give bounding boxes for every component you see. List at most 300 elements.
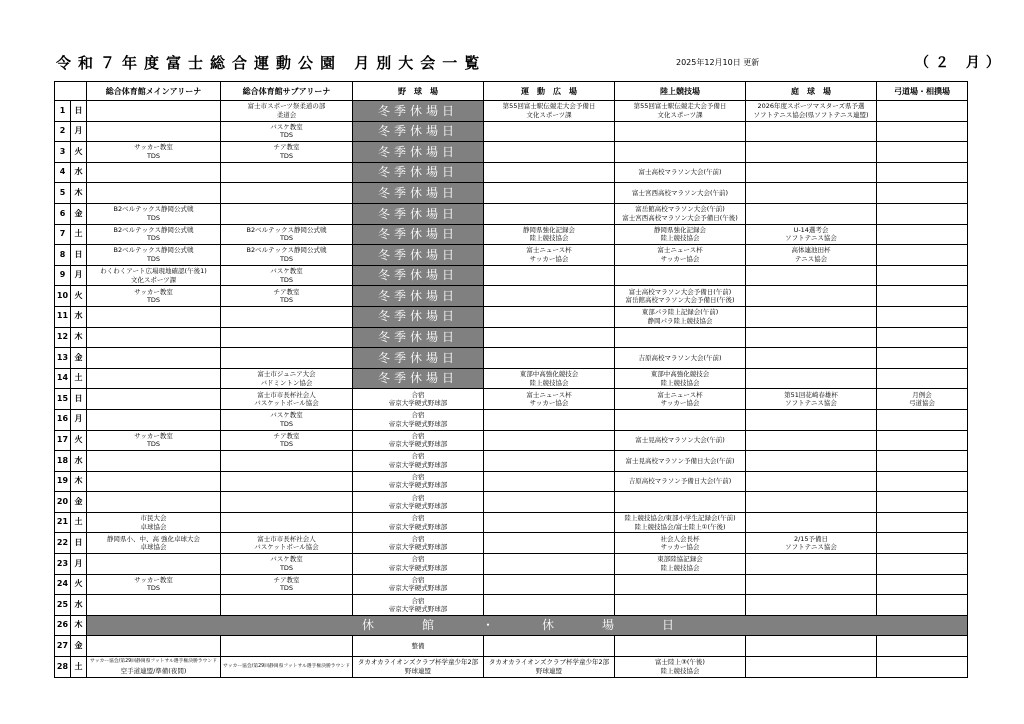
event-cell-track	[615, 286, 746, 307]
table-row	[55, 430, 968, 451]
column-sub-arena: 総合体育館サブアリーナ	[221, 82, 353, 101]
event-line: 文化スポーツ課	[526, 110, 572, 119]
event-line: B2ベルテックス静岡公式戦	[113, 205, 194, 214]
event-line: バスケ教室	[270, 122, 303, 131]
event-line: U-14選考会	[793, 225, 829, 234]
event-cell-main	[87, 183, 221, 204]
weekday: 日	[71, 245, 87, 266]
event-cell-baseball	[353, 574, 484, 595]
event-line: 富士市ジュニア大会	[257, 370, 316, 379]
event-cell-track	[615, 368, 746, 389]
day-number: 22	[55, 533, 71, 554]
event-line: 陸上競技協会	[660, 378, 700, 387]
event-cell-track	[615, 533, 746, 554]
weekday: 水	[71, 595, 87, 616]
event-line: 陸上競技協会	[660, 234, 700, 243]
event-cell-main	[87, 306, 221, 327]
event-line: タカオカライオンズクラブ杯学童少年2部	[357, 658, 479, 667]
weekday: 土	[71, 368, 87, 389]
event-line: 富士陸上③(午後)	[655, 658, 705, 667]
event-cell-sub	[221, 471, 353, 492]
weekday: 水	[71, 451, 87, 472]
event-line: ソフトテニス協会	[785, 234, 837, 243]
event-cell-kyudo	[877, 554, 968, 575]
event-line: 富士市市長杯社会人	[257, 390, 316, 399]
event-cell-kyudo	[877, 183, 968, 204]
event-line: TDS	[146, 584, 161, 593]
event-cell-kyudo	[877, 286, 968, 307]
event-line: 第51回花崎春雄杯	[784, 390, 838, 399]
event-cell-tennis	[746, 451, 877, 472]
day-number: 17	[55, 430, 71, 451]
event-cell-sub	[221, 142, 353, 163]
column-baseball: 野 球 場	[353, 82, 484, 101]
day-number: 27	[55, 636, 71, 657]
table-row	[55, 162, 968, 183]
day-column-header	[55, 82, 87, 101]
page-title: 令和７年度富士総合運動公園 月別大会一覧	[56, 54, 487, 72]
event-line: TDS	[279, 440, 294, 449]
event-cell-field	[484, 512, 615, 533]
winter-closed-cell: 冬季休場日	[353, 306, 484, 327]
table-row	[55, 121, 968, 142]
weekday: 金	[71, 636, 87, 657]
event-line: 帝京大学硬式野球部	[388, 522, 448, 531]
weekday: 月	[71, 121, 87, 142]
event-cell-tennis	[746, 533, 877, 554]
table-row	[55, 512, 968, 533]
table-row	[55, 348, 968, 369]
event-cell-baseball	[353, 451, 484, 472]
event-line: 社会人会長杯	[660, 534, 700, 543]
event-cell-kyudo	[877, 203, 968, 224]
event-cell-sub	[221, 348, 353, 369]
event-cell-field	[484, 430, 615, 451]
weekday: 日	[71, 533, 87, 554]
event-cell-kyudo	[877, 409, 968, 430]
event-cell-main	[87, 554, 221, 575]
event-line: 野球連盟	[536, 666, 562, 675]
event-line: サッカー教室	[134, 431, 173, 440]
column-track: 陸上競技場	[615, 82, 746, 101]
event-cell-tennis	[746, 492, 877, 513]
event-line: バスケットボール協会	[254, 543, 319, 552]
event-cell-tennis	[746, 121, 877, 142]
event-cell-sub	[221, 389, 353, 410]
event-cell-tennis	[746, 409, 877, 430]
event-line: テニス協会	[794, 254, 828, 263]
event-cell-kyudo	[877, 471, 968, 492]
event-line: 富士ニュース杯	[657, 390, 703, 399]
event-line: サッカー教室	[134, 287, 173, 296]
winter-closed-cell: 冬季休場日	[353, 203, 484, 224]
event-line: バスケ教室	[270, 411, 303, 420]
event-cell-main	[87, 286, 221, 307]
table-row	[55, 492, 968, 513]
event-cell-main	[87, 409, 221, 430]
event-line: TDS	[279, 234, 294, 243]
day-number: 1	[55, 101, 71, 122]
event-line: 合宿	[411, 431, 425, 440]
event-line: 陸上競技協会	[660, 666, 700, 675]
event-cell-track	[615, 306, 746, 327]
event-cell-kyudo	[877, 101, 968, 122]
event-cell-field	[484, 595, 615, 616]
event-line: 2/15予備日	[793, 534, 829, 543]
event-line: 野球連盟	[405, 666, 431, 675]
event-cell-field	[484, 265, 615, 286]
event-cell-kyudo	[877, 265, 968, 286]
event-line: 陸上競技協会/東部小学生記録会(午前)	[624, 514, 736, 523]
event-line: 合宿	[411, 493, 425, 502]
event-line: TDS	[146, 234, 161, 243]
weekday: 月	[71, 265, 87, 286]
event-cell-track	[615, 162, 746, 183]
event-cell-tennis	[746, 389, 877, 410]
event-line: 静岡県小、中、高 強化卓球大会	[106, 534, 201, 543]
event-cell-baseball	[353, 657, 484, 678]
table-row	[55, 533, 968, 554]
event-line: 吉原高校マラソン大会(午前)	[638, 353, 722, 362]
event-cell-main	[87, 101, 221, 122]
event-line: 富士市スポーツ祭柔道の部	[247, 102, 326, 111]
event-cell-sub	[221, 245, 353, 266]
event-cell-track	[615, 574, 746, 595]
event-cell-sub	[221, 636, 353, 657]
table-row	[55, 368, 968, 389]
event-cell-tennis	[746, 327, 877, 348]
column-field: 運 動 広 場	[484, 82, 615, 101]
table-row	[55, 327, 968, 348]
day-number: 28	[55, 657, 71, 678]
column-tennis: 庭 球 場	[746, 82, 877, 101]
event-line: 帝京大学硬式野球部	[388, 502, 448, 511]
event-line: 市民大会	[140, 514, 167, 523]
weekday: 日	[71, 389, 87, 410]
table-row	[55, 574, 968, 595]
weekday: 月	[71, 554, 87, 575]
table-row	[55, 595, 968, 616]
event-line: TDS	[146, 296, 161, 305]
event-cell-sub	[221, 554, 353, 575]
day-number: 4	[55, 162, 71, 183]
event-cell-tennis	[746, 142, 877, 163]
event-line: 合宿	[411, 514, 425, 523]
event-line: 合宿	[411, 596, 425, 605]
event-cell-field	[484, 451, 615, 472]
event-cell-baseball	[353, 409, 484, 430]
event-line: チア教室	[273, 431, 300, 440]
event-line: 帝京大学硬式野球部	[388, 543, 448, 552]
event-cell-field	[484, 142, 615, 163]
event-cell-main	[87, 162, 221, 183]
winter-closed-cell: 冬季休場日	[353, 224, 484, 245]
event-cell-kyudo	[877, 224, 968, 245]
column-main-arena: 総合体育館メインアリーナ	[87, 82, 221, 101]
weekday: 木	[71, 615, 87, 636]
event-cell-kyudo	[877, 348, 968, 369]
event-line: 東部中高強化競技会	[650, 370, 710, 379]
event-cell-sub	[221, 492, 353, 513]
event-line: 合宿	[411, 555, 425, 564]
event-cell-kyudo	[877, 512, 968, 533]
event-cell-kyudo	[877, 389, 968, 410]
schedule-table	[54, 81, 968, 678]
event-line: 合宿	[411, 472, 425, 481]
event-line: 富岳館高校マラソン大会予備日(午後)	[625, 296, 735, 305]
event-line: 合宿	[411, 534, 425, 543]
event-cell-track	[615, 636, 746, 657]
event-line: 文化スポーツ課	[130, 275, 177, 284]
table-row	[55, 306, 968, 327]
event-line: 弓道協会	[909, 399, 935, 408]
event-line: サッカー協会	[529, 254, 569, 263]
event-cell-tennis	[746, 636, 877, 657]
event-cell-sub	[221, 368, 353, 389]
event-cell-kyudo	[877, 636, 968, 657]
event-cell-main	[87, 636, 221, 657]
day-number: 2	[55, 121, 71, 142]
table-row	[55, 636, 968, 657]
event-cell-track	[615, 595, 746, 616]
day-number: 7	[55, 224, 71, 245]
weekday: 水	[71, 306, 87, 327]
event-line: 富士見高校マラソン予備日大会(午前)	[625, 456, 735, 465]
event-cell-sub	[221, 121, 353, 142]
weekday: 火	[71, 574, 87, 595]
day-number: 3	[55, 142, 71, 163]
winter-closed-cell: 冬季休場日	[353, 162, 484, 183]
event-cell-track	[615, 121, 746, 142]
event-cell-sub	[221, 574, 353, 595]
event-cell-tennis	[746, 554, 877, 575]
event-cell-field	[484, 224, 615, 245]
event-cell-main	[87, 203, 221, 224]
event-line: チア教室	[273, 575, 300, 584]
event-cell-baseball	[353, 389, 484, 410]
event-cell-track	[615, 265, 746, 286]
event-cell-main	[87, 657, 221, 678]
event-cell-field	[484, 327, 615, 348]
weekday: 水	[71, 162, 87, 183]
day-number: 13	[55, 348, 71, 369]
event-cell-sub	[221, 306, 353, 327]
weekday: 火	[71, 430, 87, 451]
event-line: 静岡県強化記録会	[523, 225, 575, 234]
event-cell-field	[484, 306, 615, 327]
weekday: 木	[71, 471, 87, 492]
day-number: 19	[55, 471, 71, 492]
event-line: バスケットボール協会	[254, 399, 319, 408]
event-line: B2ベルテックス静岡公式戦	[113, 246, 194, 255]
winter-closed-cell: 冬季休場日	[353, 286, 484, 307]
event-line: 卓球協会	[140, 543, 167, 552]
event-line: バスケ教室	[270, 267, 303, 276]
event-line: 合宿	[411, 452, 425, 461]
event-line: TDS	[279, 151, 294, 160]
event-cell-sub	[221, 657, 353, 678]
winter-closed-cell: 冬季休場日	[353, 368, 484, 389]
event-line: 空手道連盟/準備(夜間)	[120, 666, 187, 675]
weekday: 火	[71, 142, 87, 163]
event-line: チア教室	[273, 143, 300, 152]
event-line: ソフトテニス協会	[785, 399, 837, 408]
event-cell-track	[615, 245, 746, 266]
event-cell-baseball	[353, 636, 484, 657]
table-row	[55, 389, 968, 410]
event-cell-baseball	[353, 471, 484, 492]
event-line: サッカー協会	[660, 254, 700, 263]
event-cell-kyudo	[877, 245, 968, 266]
table-row	[55, 409, 968, 430]
table-row	[55, 203, 968, 224]
event-line: 静岡パラ陸上競技協会	[647, 316, 713, 325]
event-line: 整備	[411, 641, 425, 650]
month-label: （２ 月）	[915, 55, 1006, 71]
event-line: B2ベルテックス静岡公式戦	[246, 225, 327, 234]
event-cell-kyudo	[877, 492, 968, 513]
day-number: 25	[55, 595, 71, 616]
table-row	[55, 142, 968, 163]
event-cell-kyudo	[877, 306, 968, 327]
event-cell-tennis	[746, 574, 877, 595]
event-line: チア教室	[273, 287, 300, 296]
event-cell-track	[615, 101, 746, 122]
event-cell-kyudo	[877, 595, 968, 616]
event-cell-field	[484, 389, 615, 410]
event-cell-track	[615, 657, 746, 678]
winter-closed-cell: 冬季休場日	[353, 327, 484, 348]
table-row	[55, 615, 968, 636]
event-cell-main	[87, 348, 221, 369]
event-cell-main	[87, 512, 221, 533]
event-cell-kyudo	[877, 451, 968, 472]
event-line: 柔道会	[276, 110, 297, 119]
event-line: 卓球協会	[140, 522, 167, 531]
event-line: 富士ニュース杯	[526, 390, 572, 399]
event-cell-field	[484, 657, 615, 678]
weekday: 金	[71, 492, 87, 513]
event-cell-field	[484, 471, 615, 492]
event-cell-sub	[221, 409, 353, 430]
event-cell-main	[87, 265, 221, 286]
event-cell-baseball	[353, 533, 484, 554]
event-line: わくわくアート広場現地確認(午後1)	[100, 267, 207, 276]
event-cell-kyudo	[877, 368, 968, 389]
event-cell-main	[87, 430, 221, 451]
weekday: 土	[71, 512, 87, 533]
event-line: サッカー教室	[134, 143, 173, 152]
event-line: 合宿	[411, 390, 425, 399]
event-cell-field	[484, 409, 615, 430]
event-cell-tennis	[746, 224, 877, 245]
event-cell-track	[615, 183, 746, 204]
event-cell-kyudo	[877, 574, 968, 595]
event-line: 2026年度スポーツマスターズ県予選	[757, 102, 865, 111]
event-cell-track	[615, 224, 746, 245]
event-cell-tennis	[746, 245, 877, 266]
day-number: 10	[55, 286, 71, 307]
day-number: 11	[55, 306, 71, 327]
event-cell-sub	[221, 101, 353, 122]
table-row	[55, 101, 968, 122]
event-cell-sub	[221, 512, 353, 533]
event-cell-tennis	[746, 595, 877, 616]
event-line: TDS	[279, 584, 294, 593]
event-cell-kyudo	[877, 533, 968, 554]
event-line: 吉原高校マラソン予備日大会(午前)	[628, 477, 732, 486]
event-line: TDS	[279, 563, 294, 572]
event-line: 陸上競技協会/富士陸上①(午後)	[634, 522, 726, 531]
day-number: 18	[55, 451, 71, 472]
event-line: 富士高校マラソン大会予備日(午前)	[628, 287, 732, 296]
event-cell-sub	[221, 265, 353, 286]
winter-closed-cell: 冬季休場日	[353, 121, 484, 142]
event-line: 東部陸協記録会	[657, 555, 703, 564]
event-cell-main	[87, 451, 221, 472]
event-cell-main	[87, 327, 221, 348]
day-number: 5	[55, 183, 71, 204]
event-line: 陸上競技協会	[529, 234, 569, 243]
day-number: 9	[55, 265, 71, 286]
event-line: 富士ニュース杯	[526, 246, 572, 255]
event-cell-track	[615, 554, 746, 575]
event-line: バドミントン協会	[260, 378, 313, 387]
event-cell-main	[87, 471, 221, 492]
event-line: TDS	[146, 440, 161, 449]
event-cell-track	[615, 409, 746, 430]
event-line: 富士宮西高校マラソン大会予備日(午後)	[622, 213, 738, 222]
event-cell-baseball	[353, 492, 484, 513]
event-cell-tennis	[746, 512, 877, 533]
table-row	[55, 657, 968, 678]
event-line: 帝京大学硬式野球部	[388, 584, 448, 593]
event-cell-track	[615, 430, 746, 451]
event-cell-sub	[221, 533, 353, 554]
event-cell-field	[484, 121, 615, 142]
closed-day-banner: 休 館 ・ 休 場 日	[87, 615, 968, 636]
event-line: B2ベルテックス静岡公式戦	[113, 225, 194, 234]
event-cell-main	[87, 595, 221, 616]
event-line: 陸上競技協会	[529, 378, 569, 387]
day-number: 26	[55, 615, 71, 636]
weekday: 火	[71, 286, 87, 307]
event-cell-main	[87, 492, 221, 513]
day-number: 8	[55, 245, 71, 266]
event-cell-main	[87, 224, 221, 245]
event-line: 東部パラ陸上記録会(午前)	[641, 308, 719, 317]
weekday: 金	[71, 203, 87, 224]
winter-closed-cell: 冬季休場日	[353, 101, 484, 122]
event-line: サッカー協会/第29回静岡県フットサル選手権決勝ラウンド	[223, 663, 350, 669]
weekday: 土	[71, 657, 87, 678]
event-line: TDS	[146, 151, 161, 160]
event-cell-sub	[221, 183, 353, 204]
event-cell-tennis	[746, 286, 877, 307]
event-cell-main	[87, 533, 221, 554]
event-cell-baseball	[353, 595, 484, 616]
event-cell-track	[615, 327, 746, 348]
event-cell-tennis	[746, 657, 877, 678]
updated-date: 2025年12月10日 更新	[676, 58, 760, 67]
event-cell-track	[615, 451, 746, 472]
event-cell-track	[615, 142, 746, 163]
event-cell-tennis	[746, 368, 877, 389]
event-cell-kyudo	[877, 142, 968, 163]
header-row	[55, 82, 968, 101]
event-line: 文化スポーツ課	[657, 110, 703, 119]
event-cell-main	[87, 121, 221, 142]
